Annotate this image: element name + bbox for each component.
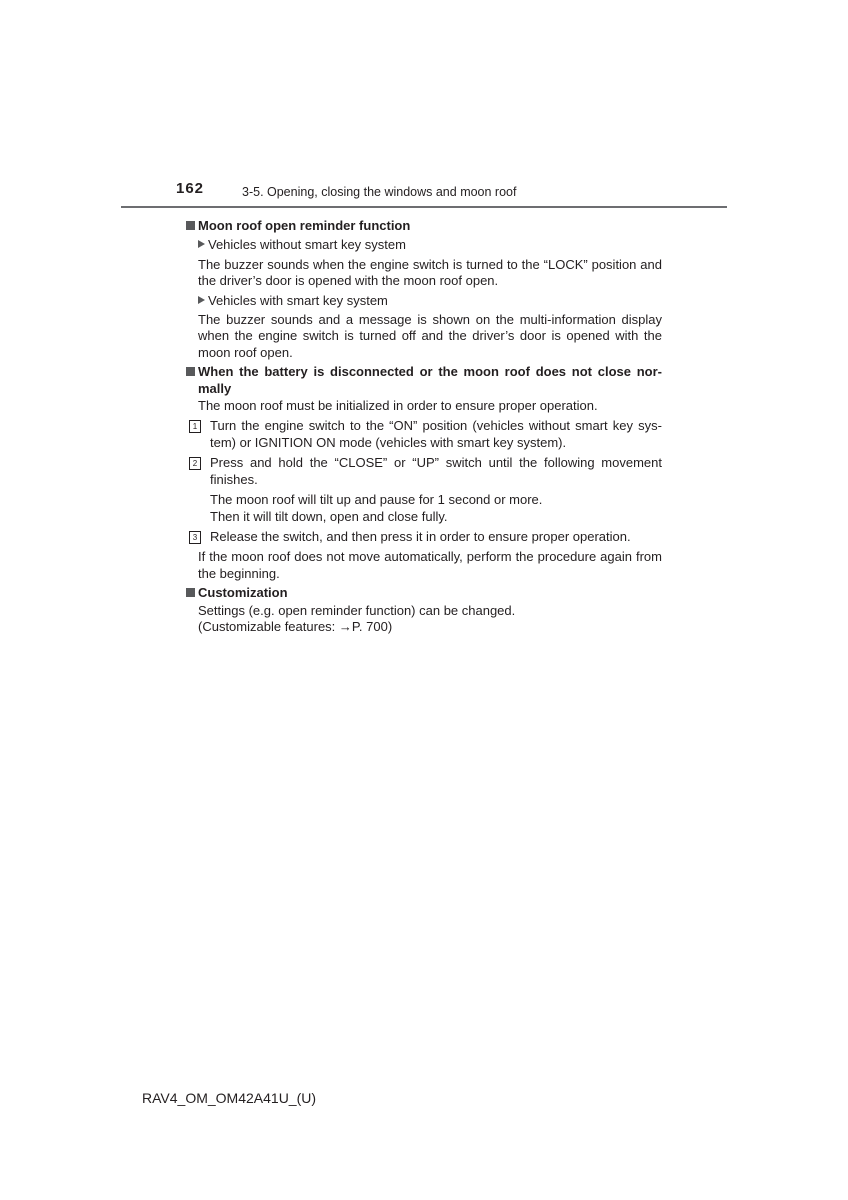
step-text: Press and hold the “CLOSE” or “UP” switch until the following movement finishes. (210, 455, 662, 487)
page-link[interactable]: P. 700) (351, 618, 393, 634)
page-content (186, 214, 662, 635)
paragraph: Settings (e.g. open reminder function) can be changed. (198, 602, 516, 618)
square-bullet-icon (186, 367, 195, 376)
page-number: 162 (176, 180, 205, 197)
heading-text: Moon roof open reminder function (198, 218, 411, 233)
heading-customization (186, 585, 662, 601)
step-note (210, 492, 662, 525)
heading-text: Customization (198, 585, 288, 601)
triangle-bullet-icon (198, 240, 205, 248)
subheading-text: Vehicles without smart key system (208, 237, 406, 253)
triangle-bullet-icon (198, 296, 205, 304)
arrow-icon: → (338, 618, 352, 634)
subheading-without-smart-key (198, 237, 662, 253)
subheading-text: Vehicles with smart key system (208, 292, 388, 308)
step-number: 1 (189, 420, 201, 433)
paragraph: The buzzer sounds and a message is shown on the multi-information display when the engine switch is turned off and the driver’s door is opened with the moon roof open. (198, 312, 662, 360)
step-text: Turn the engine switch to the “ON” position (vehicles without smart key sys-tem) or IGNITION ON mode (vehicles with smart key system). (210, 418, 662, 450)
step-note-line: Then it will tilt down, open and close fully. (210, 508, 448, 524)
step-item (189, 529, 662, 545)
subheading-with-smart-key (198, 293, 662, 309)
heading-battery (186, 364, 662, 397)
step-text: Release the switch, and then press it in order to ensure proper operation. (210, 528, 631, 544)
heading-text: When the battery is disconnected or the moon roof does not close nor-mally (198, 364, 662, 396)
header-divider (121, 206, 727, 208)
cross-reference-prefix: (Customizable features: (198, 618, 339, 634)
paragraph: The moon roof must be initialized in order to ensure proper operation. (198, 398, 598, 414)
step-number: 3 (189, 531, 201, 544)
square-bullet-icon (186, 588, 195, 597)
section-title: 3-5. Opening, closing the windows and moon roof (242, 185, 517, 199)
step-note-line: The moon roof will tilt up and pause for 1 second or more. (210, 492, 543, 508)
step-number: 2 (189, 457, 201, 470)
square-bullet-icon (186, 221, 195, 230)
step-item (189, 418, 662, 451)
heading-reminder (186, 218, 662, 234)
paragraph: If the moon roof does not move automatically, perform the procedure again from the beginning. (198, 549, 662, 581)
paragraph: The buzzer sounds when the engine switch is turned to the “LOCK” position and the driver’s door is opened with the moon roof open. (198, 256, 662, 289)
footer-doc-code: RAV4_OM_OM42A41U_(U) (142, 1090, 317, 1106)
cross-reference (198, 619, 662, 635)
step-item (189, 455, 662, 488)
